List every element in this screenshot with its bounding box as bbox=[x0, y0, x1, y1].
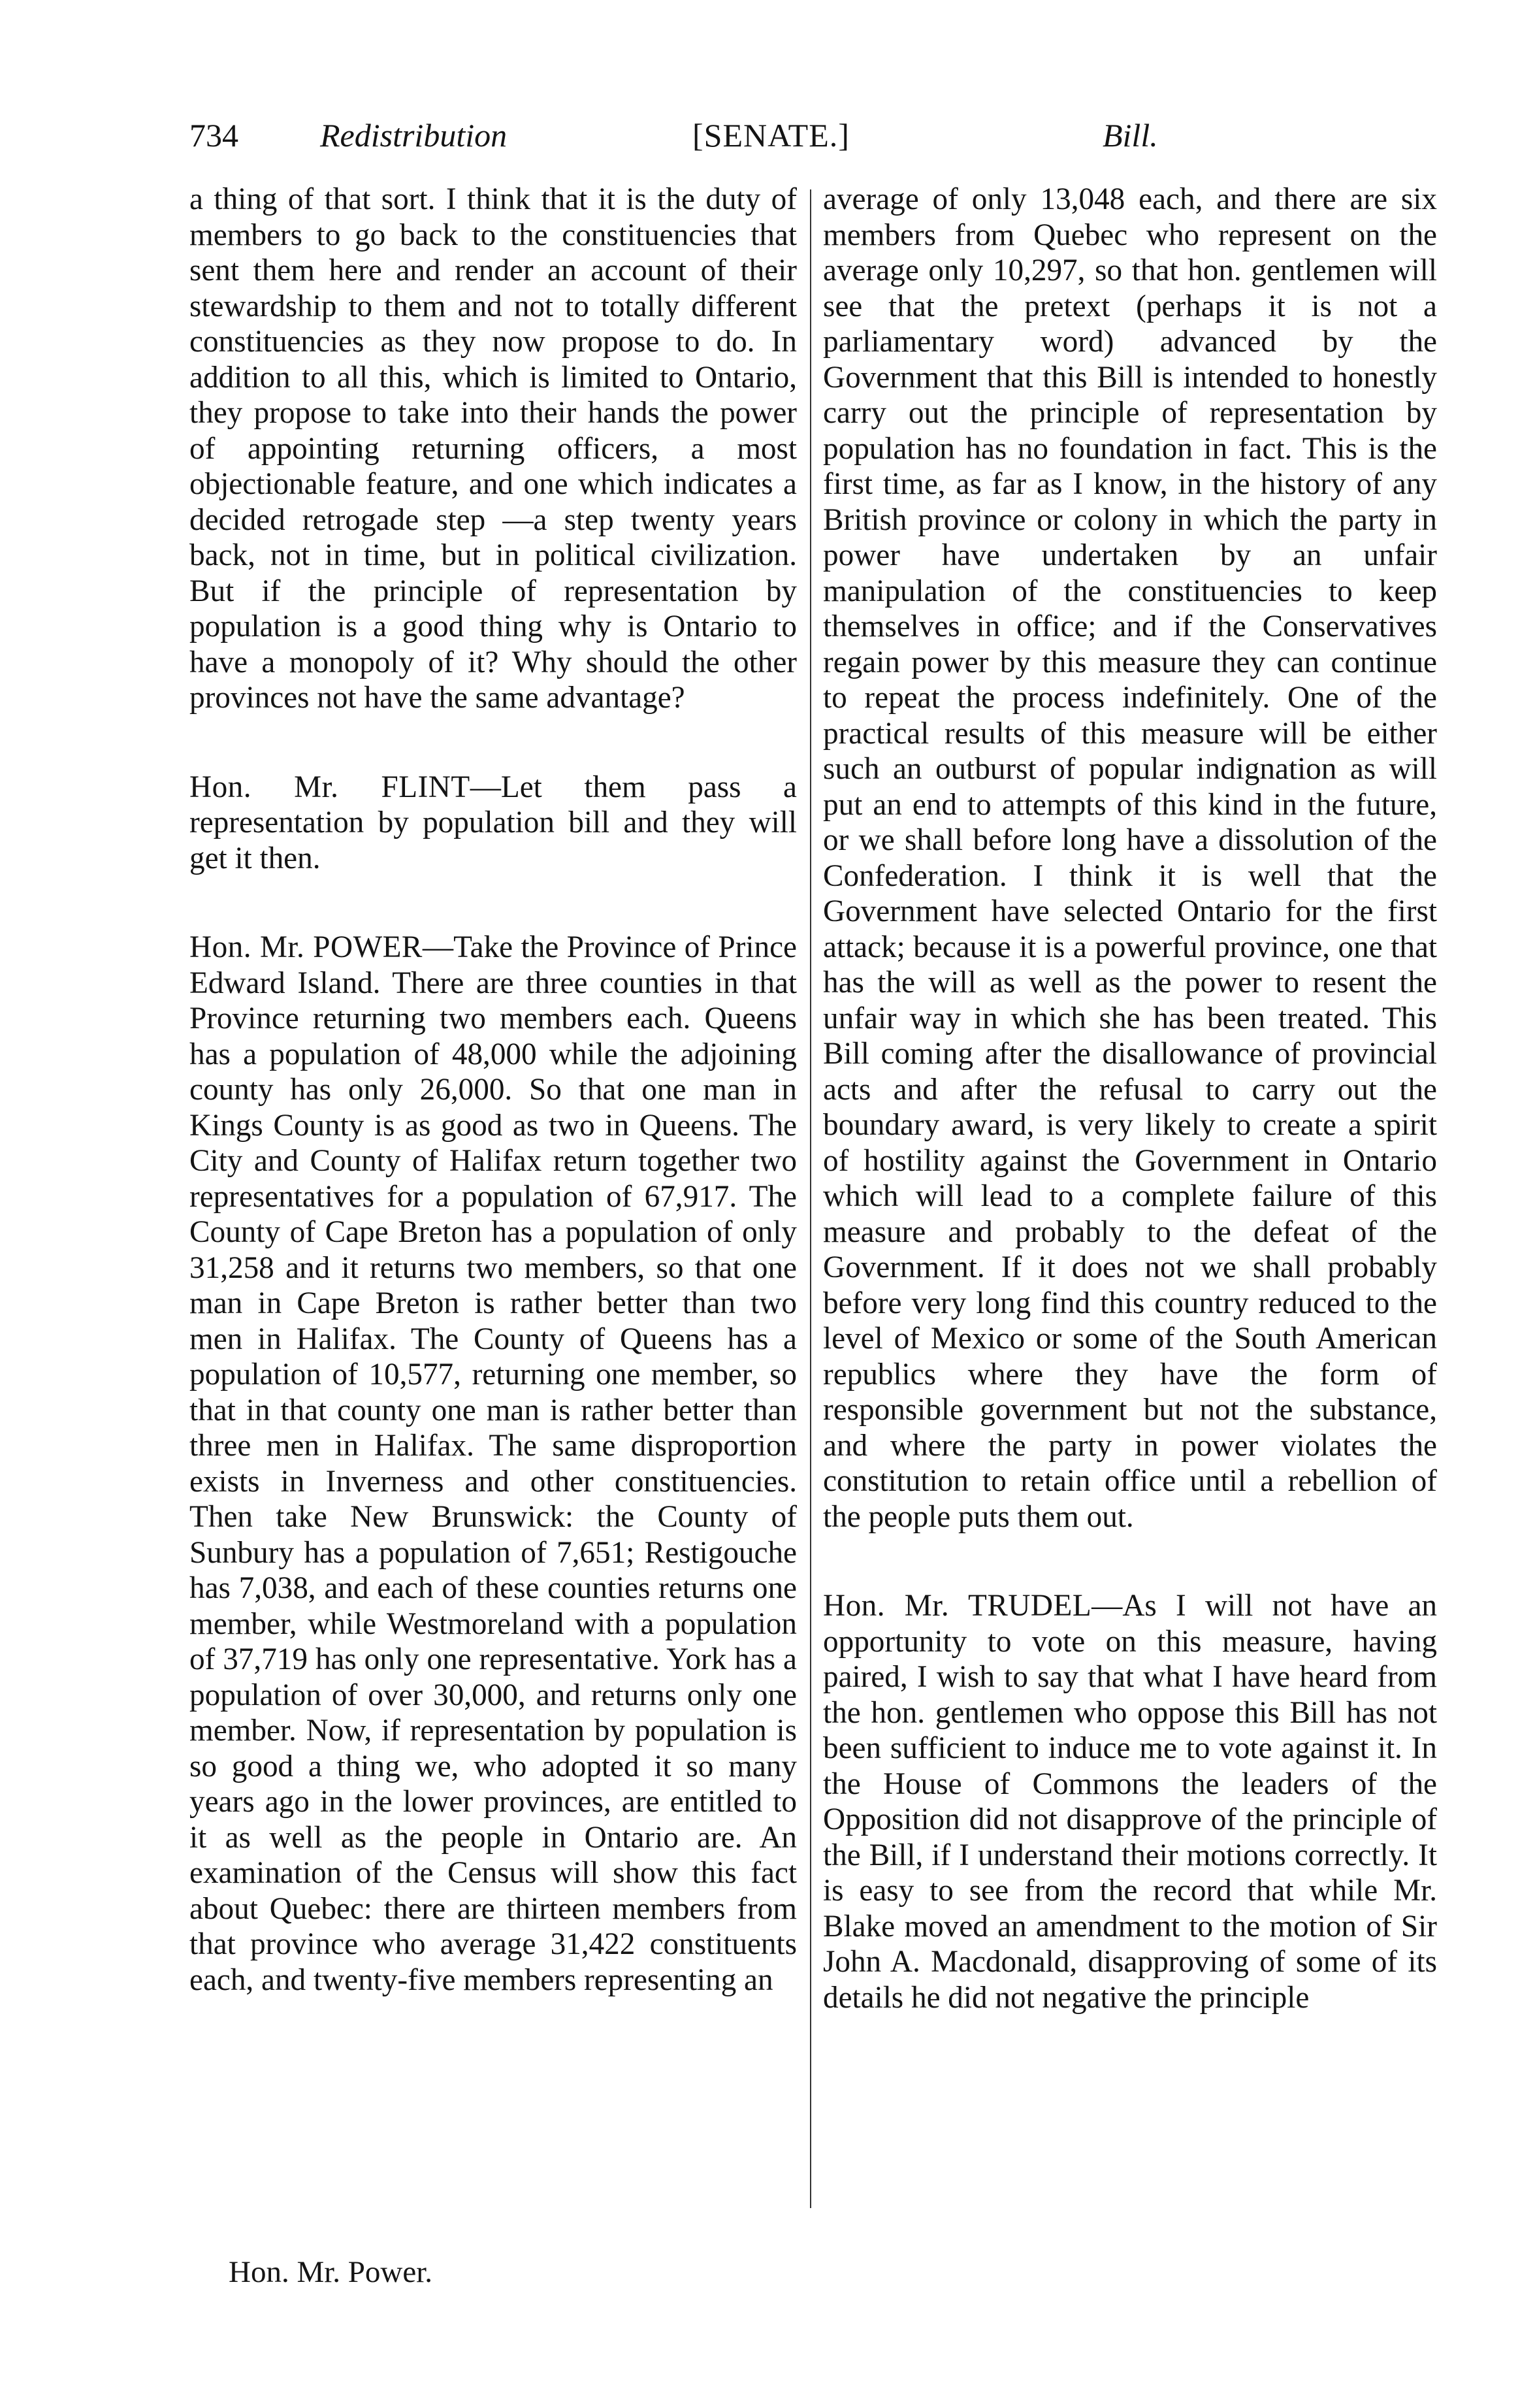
speech-text: —Let them pass a representation by population bill and they will get it then. bbox=[189, 770, 797, 875]
speaker-name: Hon. Mr. TRUDEL bbox=[823, 1589, 1092, 1623]
page-number: 734 bbox=[189, 117, 238, 154]
column-divider bbox=[810, 189, 811, 2208]
speech-trudel bbox=[823, 1588, 1437, 2015]
running-title-left: Redistribution bbox=[320, 117, 508, 154]
running-title-center: [SENATE.] bbox=[692, 117, 850, 154]
speech-flint bbox=[189, 770, 797, 877]
right-column bbox=[823, 182, 1437, 2015]
speech-text: —Take the Province of Prince Edward Island. There are three counties in that Province returning two members each. Queens has a population of 48,000 while the adjoining county has only 26,000. So that one man in Kings County is as good as two in Queens. The City and County of Halifax return together two representatives for a population of 67,917. The County of Cape Breton has a population of only 31,258 and it returns two members, so that one man in Cape Breton is rather better than two men in Halifax. The County of Queens has a population of 10,577, returning one member, so that in that county one man is rather better than three men in Halifax. The same disproportion exists in Inverness and other constituencies. Then take New Brunswick: the County of Sunbury has a population of 7,651; Restigouche has 7,038, and each of these counties returns one member, while Westmoreland with a population of 37,719 has only one representative. York has a population of over 30,000, and returns only one member. Now, if representation by population is so good a thing we, who adopted it so many years ago in the lower provinces, are entitled to it as well as the people in Ontario are. An examination of the Census will show this fact about Quebec: there are thirteen members from that province who average 31,422 constituents each, and twenty-five members representing an bbox=[189, 930, 797, 1997]
left-column bbox=[189, 182, 797, 1998]
speaker-name: Hon. Mr. POWER bbox=[189, 930, 423, 964]
speech-power bbox=[189, 930, 797, 1998]
page-header bbox=[189, 112, 1430, 165]
footer-catchword: Hon. Mr. Power. bbox=[229, 2255, 433, 2289]
paragraph: a thing of that sort. I think that it is the duty of members to go back to the constituencies that sent them here and render an account of their stewardship to them and not to totally different constituencies as they now propose to do. In addition to all this, which is limited to Ontario, they propose to take into their hands the power of appointing returning officers, a most objectionable feature, and one which indicates a decided retrogade step —a step twenty years back, not in time, but in political civilization. But if the principle of representation by population is a good thing why is Ontario to have a monopoly of it? Why should the other provinces not have the same advantage? bbox=[189, 182, 797, 715]
running-title-right: Bill. bbox=[1103, 117, 1158, 154]
speech-text: —As I will not have an opportunity to vote on this measure, having paired, I wish to say that what I have heard from the hon. gentlemen who oppose this Bill has not been sufficient to induce me to vote against it. In the House of Commons the leaders of the Opposition did not disapprove of the principle of the Bill, if I understand their motions correctly. It is easy to see from the record that while Mr. Blake moved an amendment to the motion of Sir John A. Macdonald, disapproving of some of its details he did not negative the principle bbox=[823, 1589, 1437, 2015]
speaker-name: Hon. Mr. FLINT bbox=[189, 770, 470, 804]
paragraph: average of only 13,048 each, and there are six members from Quebec who represent on the average only 10,297, so that hon. gentlemen will see that the pretext (perhaps it is not a parliamentary word) advanced by the Government that this Bill is intended to honestly carry out the principle of representation by population has no foundation in fact. This is the first time, as far as I know, in the history of any British province or colony in which the party in power have undertaken by an unfair manipulation of the constituencies to keep themselves in office; and if the Conservatives regain power by this measure they can continue to repeat the process indefinitely. One of the practical results of this measure will be either such an outburst of popular indignation as will put an end to attempts of this kind in the future, or we shall before long have a dissolution of the Confederation. I think it is well that the Government have selected Ontario for the first attack; because it is a powerful province, one that has the will as well as the power to resent the unfair way in which she has been treated. This Bill coming after the disallowance of provincial acts and after the refusal to carry out the boundary award, is very likely to create a spirit of hostility against the Government in Ontario which will lead to a complete failure of this measure and probably to the defeat of the Government. If it does not we shall probably before very long find this country reduced to the level of Mexico or some of the South American republics where they have the form of responsible government but not the substance, and where the party in power violates the constitution to retain office until a rebellion of the people puts them out. bbox=[823, 182, 1437, 1534]
